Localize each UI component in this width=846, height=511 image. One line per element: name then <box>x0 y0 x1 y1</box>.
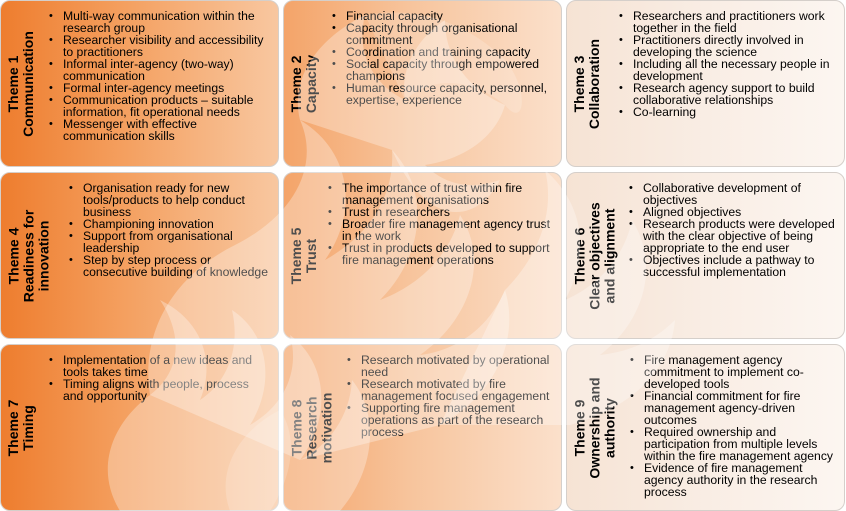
theme-title: Readiness for <box>20 209 37 302</box>
theme-title: Trust <box>303 238 319 273</box>
list-item: • Trust in products developed to support fire management operations <box>342 242 555 266</box>
theme-4-items <box>67 182 272 278</box>
list-item: • Fire management agency commitment to implement co-developed tools <box>644 354 838 390</box>
list-item: • Research motivated by fire management focused engagement <box>361 378 555 402</box>
list-item: • Messenger with effective communication skills <box>63 118 272 142</box>
list-item: • Research agency support to build collaborative relationships <box>633 82 838 106</box>
theme-3-items <box>617 10 838 118</box>
theme-label-5 <box>284 173 324 338</box>
theme-title: motivation <box>318 392 335 463</box>
theme-number: Theme 5 <box>288 227 304 284</box>
list-item: • Supporting fire management operations as part of the research process <box>361 402 555 438</box>
theme-box-6 <box>566 172 845 339</box>
theme-box-9 <box>566 344 845 511</box>
list-item: • Objectives include a pathway to successful implementation <box>643 254 838 278</box>
list-item: • Capacity through organisational commitment <box>346 22 555 46</box>
theme-6-items <box>627 182 838 278</box>
list-item: • Broader fire management agency trust in the work <box>342 218 555 242</box>
theme-9-items <box>628 354 838 498</box>
theme-title: Timing <box>20 404 36 451</box>
theme-number: Theme 9 <box>571 399 588 456</box>
theme-label-7 <box>1 345 41 510</box>
theme-title: authority <box>601 397 618 458</box>
theme-number: Theme 1 <box>5 55 21 112</box>
theme-label-4 <box>1 173 57 338</box>
theme-label-2 <box>284 1 324 166</box>
theme-box-3 <box>566 0 845 167</box>
theme-box-7 <box>0 344 279 511</box>
list-item: • The importance of trust within fire management organisations <box>342 182 555 206</box>
theme-7-items <box>47 354 272 402</box>
list-item: • Researchers and practitioners work together in the field <box>633 10 838 34</box>
list-item: • Research products were developed with the clear objective of being appropriate to the end user <box>643 218 838 254</box>
theme-2-items <box>330 10 555 106</box>
list-item: • Implementation of a new ideas and tools takes time <box>63 354 272 378</box>
theme-title: Ownership and <box>586 376 603 479</box>
theme-title: Capacity <box>303 54 319 113</box>
theme-label-8 <box>284 345 340 510</box>
theme-5-items <box>326 182 555 266</box>
theme-box-2 <box>283 0 562 167</box>
theme-box-4 <box>0 172 279 339</box>
theme-8-items <box>345 354 555 438</box>
theme-label-1 <box>1 1 41 166</box>
theme-number: Theme 7 <box>5 399 21 456</box>
list-item: • Practitioners directly involved in developing the science <box>633 34 838 58</box>
list-item: • Step by step process or consecutive building of knowledge <box>83 254 272 278</box>
list-item: • Support from organisational leadership <box>83 230 272 254</box>
list-item: • Required ownership and participation from multiple levels within the fire management agency <box>644 426 838 462</box>
list-item: • Research motivated by operational need <box>361 354 555 378</box>
list-item: • Communication products – suitable information, fit operational needs <box>63 94 272 118</box>
theme-number: Theme 2 <box>288 55 304 112</box>
theme-number: Theme 3 <box>571 55 587 112</box>
list-item: • Organisation ready for new tools/products to help conduct business <box>83 182 272 218</box>
list-item: • Social capacity through empowered champions <box>346 58 555 82</box>
list-item: • Championing innovation <box>83 218 272 230</box>
list-item: • Trust in researchers <box>342 206 555 218</box>
list-item: • Financial capacity <box>346 10 555 22</box>
theme-label-6 <box>567 173 623 338</box>
theme-title: Clear objectives <box>586 201 603 310</box>
list-item: • Financial commitment for fire management agency-driven outcomes <box>644 390 838 426</box>
list-item: • Co-learning <box>633 106 838 118</box>
list-item: • Timing aligns with people, process and opportunity <box>63 378 272 402</box>
theme-title: Collaboration <box>586 38 602 129</box>
theme-number: Theme 4 <box>5 227 22 284</box>
list-item: • Researcher visibility and accessibility to practitioners <box>63 34 272 58</box>
theme-label-3 <box>567 1 607 166</box>
list-item: • Coordination and training capacity <box>346 46 555 58</box>
list-item: • Evidence of fire management agency authority in the research process <box>644 462 838 498</box>
list-item: • Formal inter-agency meetings <box>63 82 272 94</box>
theme-box-5 <box>283 172 562 339</box>
theme-title: Communication <box>20 30 36 137</box>
list-item: • Human resource capacity, personnel, expertise, experience <box>346 82 555 106</box>
list-item: • Including all the necessary people in development <box>633 58 838 82</box>
theme-box-1 <box>0 0 279 167</box>
list-item: • Informal inter-agency (two-way) communication <box>63 58 272 82</box>
theme-box-8 <box>283 344 562 511</box>
theme-label-9 <box>567 345 623 510</box>
list-item: • Collaborative development of objectives <box>643 182 838 206</box>
list-item: • Aligned objectives <box>643 206 838 218</box>
list-item: • Multi-way communication within the research group <box>63 10 272 34</box>
theme-1-items <box>47 10 272 142</box>
theme-title: Research <box>303 395 320 460</box>
theme-number: Theme 8 <box>288 399 305 456</box>
theme-title: and alignment <box>601 208 618 303</box>
theme-number: Theme 6 <box>571 227 588 284</box>
theme-title: innovation <box>35 220 52 291</box>
